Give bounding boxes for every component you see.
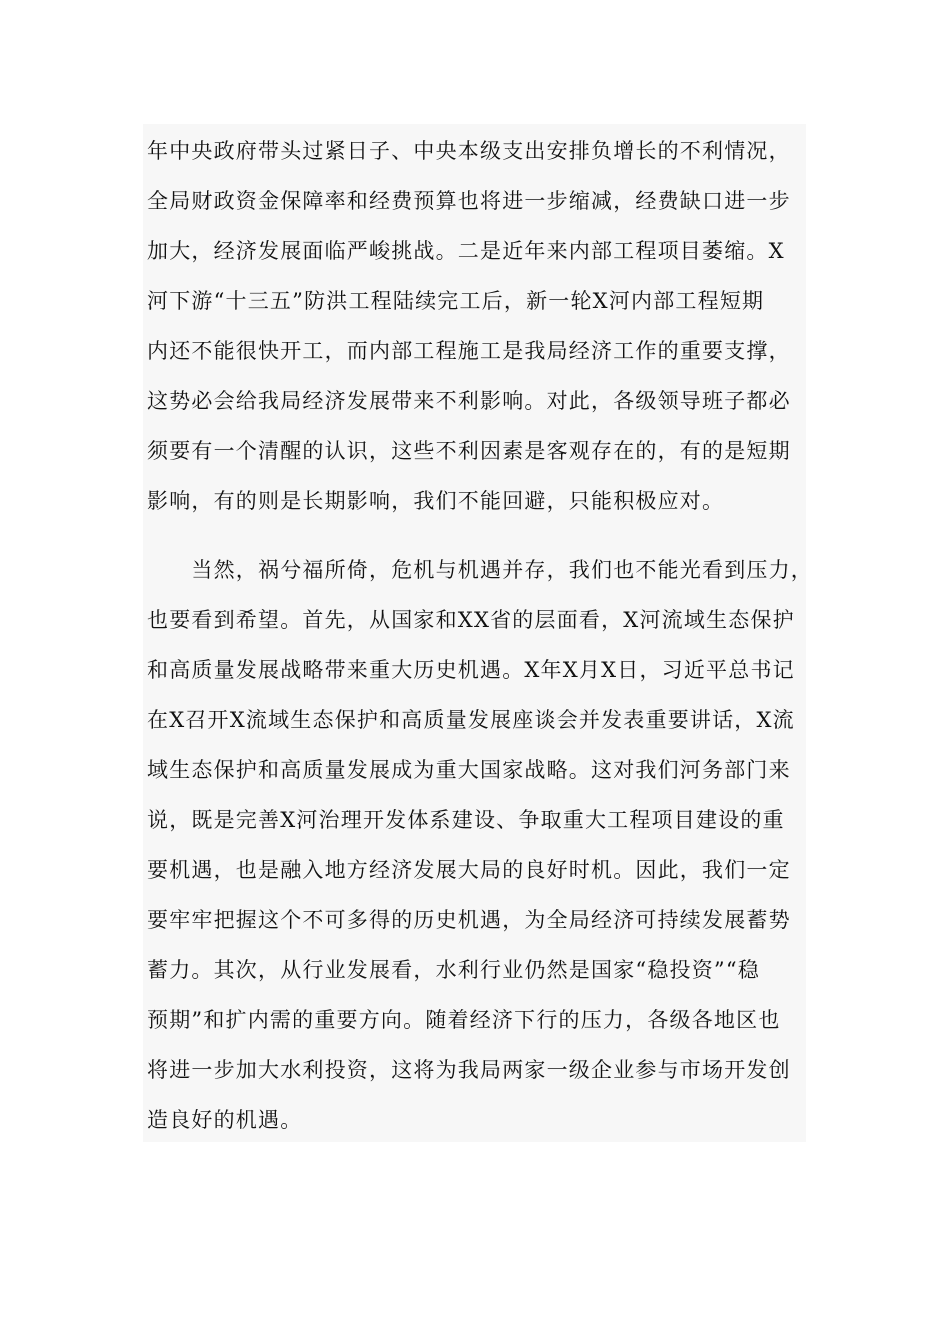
text-line: 须要有一个清醒的认识，这些不利因素是客观存在的，有的是短期 xyxy=(147,439,791,463)
text-line: 在X召开X流域生态保护和高质量发展座谈会并发表重要讲话，X流 xyxy=(147,708,795,732)
text-line: 将进一步加大水利投资，这将为我局两家一级企业参与市场开发创 xyxy=(147,1058,791,1082)
text-line: 也要看到希望。首先，从国家和XX省的层面看，X河流域生态保护 xyxy=(147,608,795,632)
text-line: 说，既是完善X河治理开发体系建设、争取重大工程项目建设的重 xyxy=(147,808,785,832)
text-line: 预期”和扩内需的重要方向。随着经济下行的压力，各级各地区也 xyxy=(147,1008,781,1032)
text-line: 影响，有的则是长期影响，我们不能回避，只能积极应对。 xyxy=(147,489,725,513)
text-line: 蓄力。其次，从行业发展看，水利行业仍然是国家“稳投资”“稳 xyxy=(147,958,761,982)
text-line: 河下游“十三五”防洪工程陆续完工后，新一轮X河内部工程短期 xyxy=(147,289,765,313)
text-line: 这势必会给我局经济发展带来不利影响。对此，各级领导班子都必 xyxy=(147,389,791,413)
text-line: 域生态保护和高质量发展成为重大国家战略。这对我们河务部门来 xyxy=(147,758,791,782)
text-line: 造良好的机遇。 xyxy=(147,1108,303,1132)
text-line: 和高质量发展战略带来重大历史机遇。X年X月X日，习近平总书记 xyxy=(147,658,795,682)
text-line: 加大，经济发展面临严峻挑战。二是近年来内部工程项目萎缩。X xyxy=(147,239,785,263)
text-line: 内还不能很快开工，而内部工程施工是我局经济工作的重要支撑， xyxy=(147,339,791,363)
text-line: 要牢牢把握这个不可多得的历史机遇，为全局经济可持续发展蓄势 xyxy=(147,908,791,932)
text-line: 全局财政资金保障率和经费预算也将进一步缩减，经费缺口进一步 xyxy=(147,189,791,213)
text-line: 年中央政府带头过紧日子、中央本级支出安排负增长的不利情况， xyxy=(147,139,791,163)
text-line: 要机遇，也是融入地方经济发展大局的良好时机。因此，我们一定 xyxy=(147,858,791,882)
text-line: 当然，祸兮福所倚，危机与机遇并存，我们也不能光看到压力， xyxy=(147,558,813,582)
